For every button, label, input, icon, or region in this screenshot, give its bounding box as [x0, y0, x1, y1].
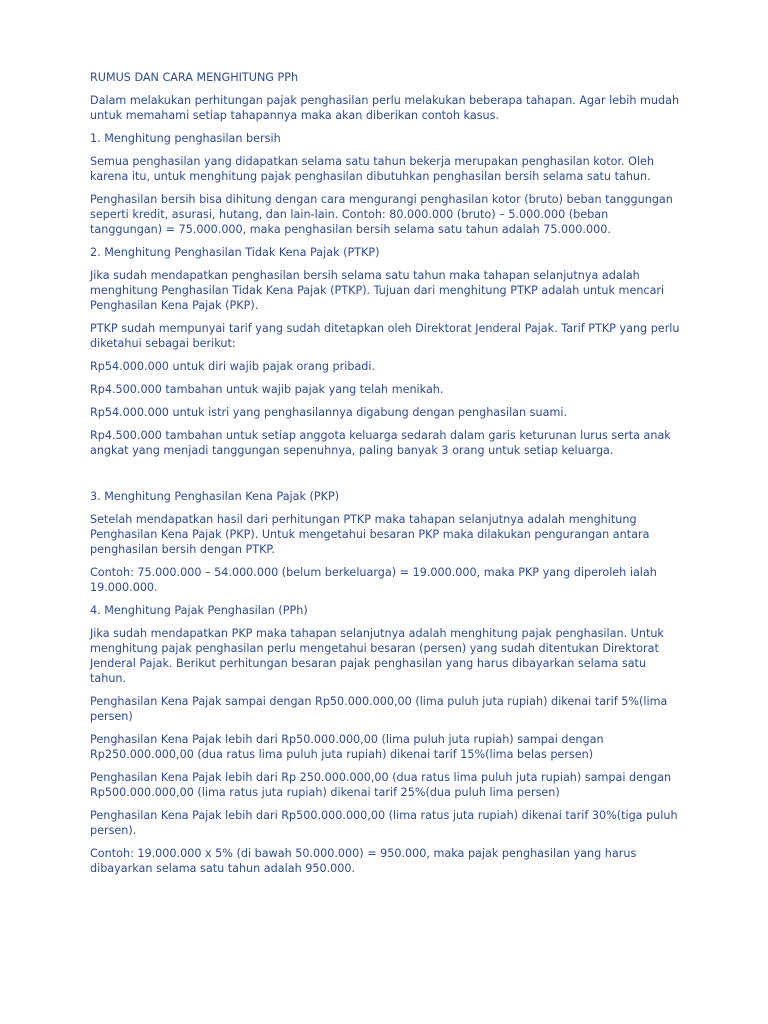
blank-line: [90, 466, 680, 481]
section-1-paragraph-1: Semua penghasilan yang didapatkan selama satu tahun bekerja merupakan penghasilan kotor. Oleh karena itu, untuk menghitung pajak penghasilan dibutuhkan penghasilan bersih selama satu tahun.: [90, 155, 655, 183]
section-2-heading: 2. Menghitung Penghasilan Tidak Kena Pajak (PTKP): [90, 246, 380, 259]
section-4-heading: 4. Menghitung Pajak Penghasilan (PPh): [90, 604, 308, 617]
intro-paragraph: Dalam melakukan perhitungan pajak penghasilan perlu melakukan beberapa tahapan. Agar lebih mudah untuk memahami setiap tahapannya maka akan diberikan contoh kasus.: [90, 94, 680, 122]
ptkp-item: Rp54.000.000 untuk diri wajib pajak orang pribadi.: [90, 360, 376, 373]
section-1-paragraph-2: Penghasilan bersih bisa dihitung dengan cara mengurangi penghasilan kotor (bruto) beban tanggungan seperti kredit, asurasi, hutang, dan lain-lain. Contoh: 80.000.000 (bruto) – 5.000.000 (beban tanggungan) = 75.000.000, maka penghasilan bersih selama satu tahun adalah 75.000.000.: [90, 193, 673, 236]
document-title: RUMUS DAN CARA MENGHITUNG PPh: [90, 71, 299, 84]
section-4-example: Contoh: 19.000.000 x 5% (di bawah 50.000.000) = 950.000, maka pajak penghasilan yang harus dibayarkan selama satu tahun adalah 950.000.: [90, 847, 637, 875]
ptkp-item: Rp54.000.000 untuk istri yang penghasilannya digabung dengan penghasilan suami.: [90, 406, 568, 419]
section-3-example: Contoh: 75.000.000 – 54.000.000 (belum berkeluarga) = 19.000.000, maka PKP yang diperoleh ialah 19.000.000.: [90, 566, 657, 594]
section-3-heading: 3. Menghitung Penghasilan Kena Pajak (PKP): [90, 490, 340, 503]
tax-rate-item: Penghasilan Kena Pajak lebih dari Rp50.000.000,00 (lima puluh juta rupiah) sampai dengan Rp250.000.000,00 (dua ratus lima puluh juta rupiah) dikenai tarif 15%(lima belas persen): [90, 733, 604, 761]
ptkp-item: Rp4.500.000 tambahan untuk wajib pajak yang telah menikah.: [90, 383, 444, 396]
section-2-paragraph-1: Jika sudah mendapatkan penghasilan bersih selama satu tahun maka tahapan selanjutnya adalah menghitung Penghasilan Tidak Kena Pajak (PTKP). Tujuan dari menghitung PTKP adalah untuk mencari Penghasilan Kena Pajak (PKP).: [90, 269, 665, 312]
section-4-paragraph-1: Jika sudah mendapatkan PKP maka tahapan selanjutnya adalah menghitung pajak penghasilan. Untuk menghitung pajak penghasilan perlu mengetahui besaran (persen) yang sudah ditentukan Direktorat Jenderal Pajak. Berikut perhitungan besaran pajak penghasilan yang harus dibayarkan selama satu tahun.: [90, 627, 664, 685]
document-page: [90, 70, 680, 884]
tax-rate-item: Penghasilan Kena Pajak sampai dengan Rp50.000.000,00 (lima puluh juta rupiah) dikenai tarif 5%(lima persen): [90, 695, 668, 723]
tax-rate-item: Penghasilan Kena Pajak lebih dari Rp 250.000.000,00 (dua ratus lima puluh juta rupiah) sampai dengan Rp500.000.000,00 (lima ratus juta rupiah) dikenai tarif 25%(dua puluh lima persen): [90, 771, 672, 799]
section-1-heading: 1. Menghitung penghasilan bersih: [90, 132, 281, 145]
section-2-paragraph-2: PTKP sudah mempunyai tarif yang sudah ditetapkan oleh Direktorat Jenderal Pajak. Tarif PTKP yang perlu diketahui sebagai berikut:: [90, 322, 680, 350]
section-3-paragraph-1: Setelah mendapatkan hasil dari perhitungan PTKP maka tahapan selanjutnya adalah menghitung Penghasilan Kena Pajak (PKP). Untuk mengetahui besaran PKP maka dilakukan pengurangan antara penghasilan bersih dengan PTKP.: [90, 513, 650, 556]
tax-rate-item: Penghasilan Kena Pajak lebih dari Rp500.000.000,00 (lima ratus juta rupiah) dikenai tarif 30%(tiga puluh persen).: [90, 809, 678, 837]
ptkp-item: Rp4.500.000 tambahan untuk setiap anggota keluarga sedarah dalam garis keturunan lurus serta anak angkat yang menjadi tanggungan sepenuhnya, paling banyak 3 orang untuk setiap keluarga.: [90, 429, 671, 457]
